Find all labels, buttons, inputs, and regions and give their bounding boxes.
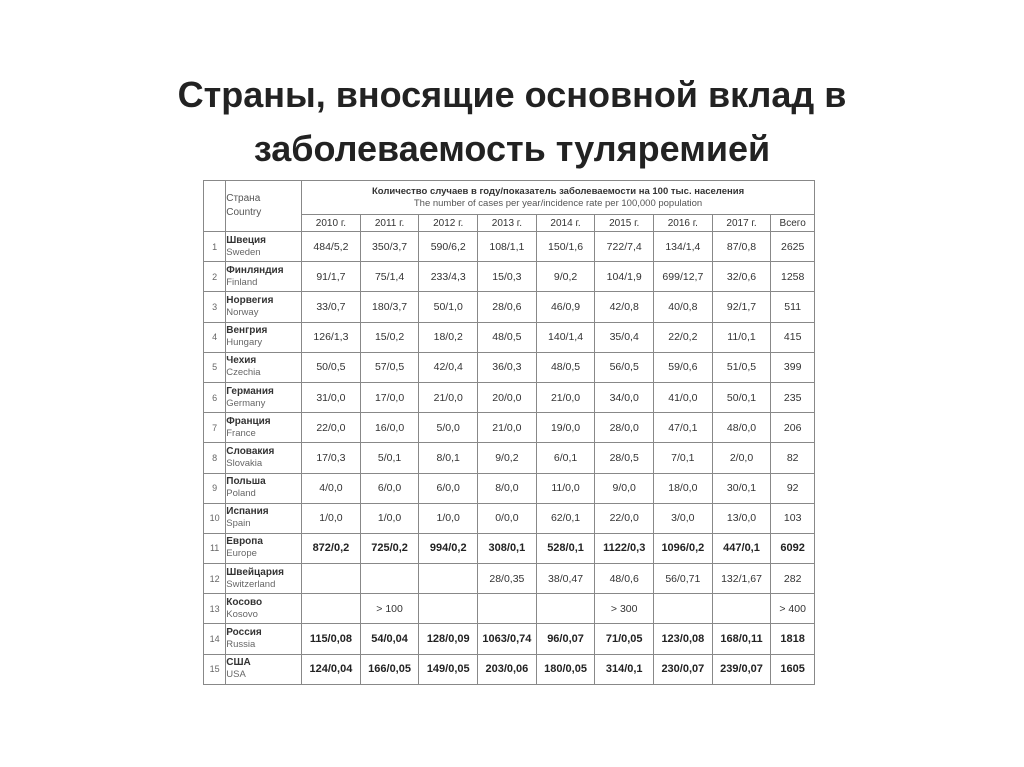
country-name-ru: Словакия (226, 445, 275, 457)
value-cell (419, 564, 478, 594)
value-cell: 75/1,4 (360, 262, 419, 292)
total-cell: 1258 (771, 262, 815, 292)
country-name-en: France (226, 427, 256, 439)
header-year-cell: 2010 г. (302, 215, 361, 232)
country-name-ru: США (226, 657, 251, 669)
value-cell: 108/1,1 (478, 232, 537, 262)
country-name-ru: Европа (226, 536, 263, 548)
value-cell: 725/0,2 (360, 533, 419, 563)
row-number: 6 (204, 382, 226, 412)
header-year-cell: 2016 г. (654, 215, 713, 232)
value-cell: 350/3,7 (360, 232, 419, 262)
total-cell: > 400 (771, 594, 815, 624)
row-number: 13 (204, 594, 226, 624)
row-number: 8 (204, 443, 226, 473)
value-cell: 17/0,3 (302, 443, 361, 473)
total-cell: 2625 (771, 232, 815, 262)
table-row (204, 232, 815, 262)
value-cell: 1/0,0 (360, 503, 419, 533)
value-cell: 140/1,4 (536, 322, 595, 352)
value-cell: 17/0,0 (360, 382, 419, 412)
total-cell: 399 (771, 352, 815, 382)
header-country-cell (226, 181, 302, 232)
value-cell: 51/0,5 (712, 352, 771, 382)
country-name-ru: Германия (226, 385, 274, 397)
value-cell: 149/0,05 (419, 654, 478, 684)
value-cell: 239/0,07 (712, 654, 771, 684)
row-number: 10 (204, 503, 226, 533)
value-cell: 1122/0,3 (595, 533, 654, 563)
value-cell: 528/0,1 (536, 533, 595, 563)
value-cell: 6/0,0 (360, 473, 419, 503)
value-cell: 56/0,71 (654, 564, 713, 594)
country-cell (226, 232, 302, 262)
value-cell: 1063/0,74 (478, 624, 537, 654)
value-cell: 50/1,0 (419, 292, 478, 322)
value-cell: 92/1,7 (712, 292, 771, 322)
value-cell: 28/0,35 (478, 564, 537, 594)
row-number: 12 (204, 564, 226, 594)
value-cell: 126/1,3 (302, 322, 361, 352)
total-cell: 6092 (771, 533, 815, 563)
table-row (204, 443, 815, 473)
value-cell: 6/0,1 (536, 443, 595, 473)
country-name-en: Hungary (226, 337, 263, 349)
table-row (204, 322, 815, 352)
country-cell (226, 503, 302, 533)
row-number: 9 (204, 473, 226, 503)
country-name-ru: Франция (226, 415, 271, 427)
value-cell: 21/0,0 (536, 382, 595, 412)
header-year-cell: 2013 г. (478, 215, 537, 232)
total-cell: 235 (771, 382, 815, 412)
value-cell: 5/0,1 (360, 443, 419, 473)
row-number: 4 (204, 322, 226, 352)
value-cell: 42/0,8 (595, 292, 654, 322)
value-cell: 32/0,6 (712, 262, 771, 292)
table-row (204, 473, 815, 503)
value-cell: 34/0,0 (595, 382, 654, 412)
value-cell: 40/0,8 (654, 292, 713, 322)
value-cell: 35/0,4 (595, 322, 654, 352)
row-number: 3 (204, 292, 226, 322)
value-cell: 8/0,0 (478, 473, 537, 503)
row-number: 14 (204, 624, 226, 654)
country-name-en: Finland (226, 276, 258, 288)
country-name-ru: Финляндия (226, 264, 284, 276)
country-cell (226, 473, 302, 503)
value-cell: 48/0,0 (712, 413, 771, 443)
value-cell (654, 594, 713, 624)
value-cell: 42/0,4 (419, 352, 478, 382)
value-cell: 128/0,09 (419, 624, 478, 654)
value-cell: 54/0,04 (360, 624, 419, 654)
value-cell: 48/0,6 (595, 564, 654, 594)
value-cell: 9/0,2 (478, 443, 537, 473)
table-row (204, 594, 815, 624)
value-cell: 56/0,5 (595, 352, 654, 382)
value-cell: 19/0,0 (536, 413, 595, 443)
value-cell: 13/0,0 (712, 503, 771, 533)
country-cell (226, 564, 302, 594)
value-cell: 124/0,04 (302, 654, 361, 684)
value-cell: 0/0,0 (478, 503, 537, 533)
value-cell: 308/0,1 (478, 533, 537, 563)
value-cell: 168/0,11 (712, 624, 771, 654)
country-name-en: Spain (226, 518, 251, 530)
value-cell (712, 594, 771, 624)
value-cell: 48/0,5 (536, 352, 595, 382)
country-cell (226, 443, 302, 473)
value-cell (302, 594, 361, 624)
value-cell: 872/0,2 (302, 533, 361, 563)
header-group-cell (302, 181, 815, 215)
row-number: 7 (204, 413, 226, 443)
value-cell: 6/0,0 (419, 473, 478, 503)
country-name-en: Poland (226, 488, 256, 500)
value-cell: 994/0,2 (419, 533, 478, 563)
value-cell: 11/0,1 (712, 322, 771, 352)
header-year-cell: 2015 г. (595, 215, 654, 232)
row-number: 15 (204, 654, 226, 684)
country-name-ru: Швейцария (226, 566, 284, 578)
value-cell: 5/0,0 (419, 413, 478, 443)
value-cell: 1/0,0 (419, 503, 478, 533)
table-row (204, 624, 815, 654)
value-cell: 91/1,7 (302, 262, 361, 292)
value-cell: 230/0,07 (654, 654, 713, 684)
total-cell: 282 (771, 564, 815, 594)
header-country-en: Country (226, 207, 262, 218)
country-cell (226, 654, 302, 684)
country-name-en: Switzerland (226, 578, 276, 590)
table-row (204, 503, 815, 533)
value-cell: 96/0,07 (536, 624, 595, 654)
value-cell: 47/0,1 (654, 413, 713, 443)
value-cell: 38/0,47 (536, 564, 595, 594)
table-row (204, 262, 815, 292)
value-cell: 233/4,3 (419, 262, 478, 292)
country-cell (226, 322, 302, 352)
value-cell: 8/0,1 (419, 443, 478, 473)
value-cell: 314/0,1 (595, 654, 654, 684)
country-name-ru: Швеция (226, 234, 267, 246)
value-cell: 15/0,2 (360, 322, 419, 352)
table-row (204, 382, 815, 412)
value-cell: 180/0,05 (536, 654, 595, 684)
value-cell: 18/0,2 (419, 322, 478, 352)
value-cell: 4/0,0 (302, 473, 361, 503)
value-cell: 62/0,1 (536, 503, 595, 533)
country-name-en: Norway (226, 306, 259, 318)
row-number: 1 (204, 232, 226, 262)
row-number: 11 (204, 533, 226, 563)
country-name-ru: Испания (226, 506, 269, 518)
value-cell: > 100 (360, 594, 419, 624)
row-number: 5 (204, 352, 226, 382)
table-row (204, 564, 815, 594)
value-cell: 132/1,67 (712, 564, 771, 594)
country-name-en: Kosovo (226, 608, 258, 620)
value-cell: 180/3,7 (360, 292, 419, 322)
value-cell: 166/0,05 (360, 654, 419, 684)
header-country-ru: Страна (226, 193, 261, 204)
value-cell: 18/0,0 (654, 473, 713, 503)
value-cell: 31/0,0 (302, 382, 361, 412)
country-cell (226, 352, 302, 382)
value-cell: 3/0,0 (654, 503, 713, 533)
country-name-en: Czechia (226, 367, 261, 379)
slide-title-line-1: Страны, вносящие основной вклад в (177, 74, 847, 116)
value-cell (302, 564, 361, 594)
value-cell: 59/0,6 (654, 352, 713, 382)
country-name-en: Russia (226, 639, 256, 651)
value-cell: 28/0,0 (595, 413, 654, 443)
country-name-en: USA (226, 669, 246, 681)
value-cell: 71/0,05 (595, 624, 654, 654)
value-cell (536, 594, 595, 624)
header-year-cell: 2011 г. (360, 215, 419, 232)
value-cell: 50/0,5 (302, 352, 361, 382)
value-cell: 28/0,6 (478, 292, 537, 322)
value-cell: 30/0,1 (712, 473, 771, 503)
header-group-en: The number of cases per year/incidence rate per 100,000 population (413, 197, 703, 209)
value-cell: 15/0,3 (478, 262, 537, 292)
country-name-ru: Венгрия (226, 325, 268, 337)
total-cell: 82 (771, 443, 815, 473)
total-cell: 92 (771, 473, 815, 503)
value-cell: 9/0,2 (536, 262, 595, 292)
value-cell: 57/0,5 (360, 352, 419, 382)
value-cell: 722/7,4 (595, 232, 654, 262)
value-cell: 150/1,6 (536, 232, 595, 262)
value-cell: 484/5,2 (302, 232, 361, 262)
value-cell: 134/1,4 (654, 232, 713, 262)
country-cell (226, 292, 302, 322)
value-cell: 447/0,1 (712, 533, 771, 563)
value-cell: 41/0,0 (654, 382, 713, 412)
header-group-ru: Количество случаев в году/показатель заболеваемости на 100 тыс. населения (371, 185, 745, 197)
country-name-ru: Чехия (226, 355, 257, 367)
value-cell: 22/0,0 (302, 413, 361, 443)
value-cell: 50/0,1 (712, 382, 771, 412)
value-cell (360, 564, 419, 594)
value-cell: 7/0,1 (654, 443, 713, 473)
header-year-cell: 2012 г. (419, 215, 478, 232)
value-cell: 9/0,0 (595, 473, 654, 503)
value-cell (478, 594, 537, 624)
value-cell: 46/0,9 (536, 292, 595, 322)
total-cell: 1605 (771, 654, 815, 684)
row-number: 2 (204, 262, 226, 292)
value-cell: 104/1,9 (595, 262, 654, 292)
value-cell: 22/0,0 (595, 503, 654, 533)
incidence-table (203, 180, 815, 685)
value-cell: 1/0,0 (302, 503, 361, 533)
value-cell (419, 594, 478, 624)
value-cell: 48/0,5 (478, 322, 537, 352)
country-name-ru: Косово (226, 596, 263, 608)
country-name-ru: Россия (226, 627, 262, 639)
value-cell: 123/0,08 (654, 624, 713, 654)
slide-title (0, 68, 1024, 176)
total-cell: 415 (771, 322, 815, 352)
country-name-ru: Польша (226, 476, 266, 488)
country-cell (226, 262, 302, 292)
slide-title-line-2: заболеваемость туляремией (253, 128, 771, 170)
table-row (204, 292, 815, 322)
value-cell: 36/0,3 (478, 352, 537, 382)
total-cell: 511 (771, 292, 815, 322)
total-cell: 206 (771, 413, 815, 443)
value-cell: > 300 (595, 594, 654, 624)
header-year-cell: 2017 г. (712, 215, 771, 232)
total-cell: 1818 (771, 624, 815, 654)
value-cell: 33/0,7 (302, 292, 361, 322)
incidence-table-container (203, 180, 815, 685)
value-cell: 16/0,0 (360, 413, 419, 443)
table-row (204, 654, 815, 684)
value-cell: 590/6,2 (419, 232, 478, 262)
value-cell: 115/0,08 (302, 624, 361, 654)
country-name-ru: Норвегия (226, 294, 274, 306)
country-cell (226, 382, 302, 412)
value-cell: 87/0,8 (712, 232, 771, 262)
country-name-en: Slovakia (226, 457, 263, 469)
table-row (204, 533, 815, 563)
value-cell: 203/0,06 (478, 654, 537, 684)
header-number-cell (204, 181, 226, 232)
value-cell: 699/12,7 (654, 262, 713, 292)
table-row (204, 352, 815, 382)
value-cell: 20/0,0 (478, 382, 537, 412)
country-cell (226, 533, 302, 563)
value-cell: 1096/0,2 (654, 533, 713, 563)
country-name-en: Europe (226, 548, 257, 560)
country-name-en: Germany (226, 397, 266, 409)
country-cell (226, 624, 302, 654)
value-cell: 21/0,0 (478, 413, 537, 443)
country-name-en: Sweden (226, 246, 261, 258)
value-cell: 22/0,2 (654, 322, 713, 352)
header-year-cell: 2014 г. (536, 215, 595, 232)
country-cell (226, 594, 302, 624)
value-cell: 21/0,0 (419, 382, 478, 412)
table-body (204, 232, 815, 685)
total-cell: 103 (771, 503, 815, 533)
header-year-cell: Всего (771, 215, 815, 232)
value-cell: 11/0,0 (536, 473, 595, 503)
table-row (204, 413, 815, 443)
value-cell: 2/0,0 (712, 443, 771, 473)
value-cell: 28/0,5 (595, 443, 654, 473)
country-cell (226, 413, 302, 443)
